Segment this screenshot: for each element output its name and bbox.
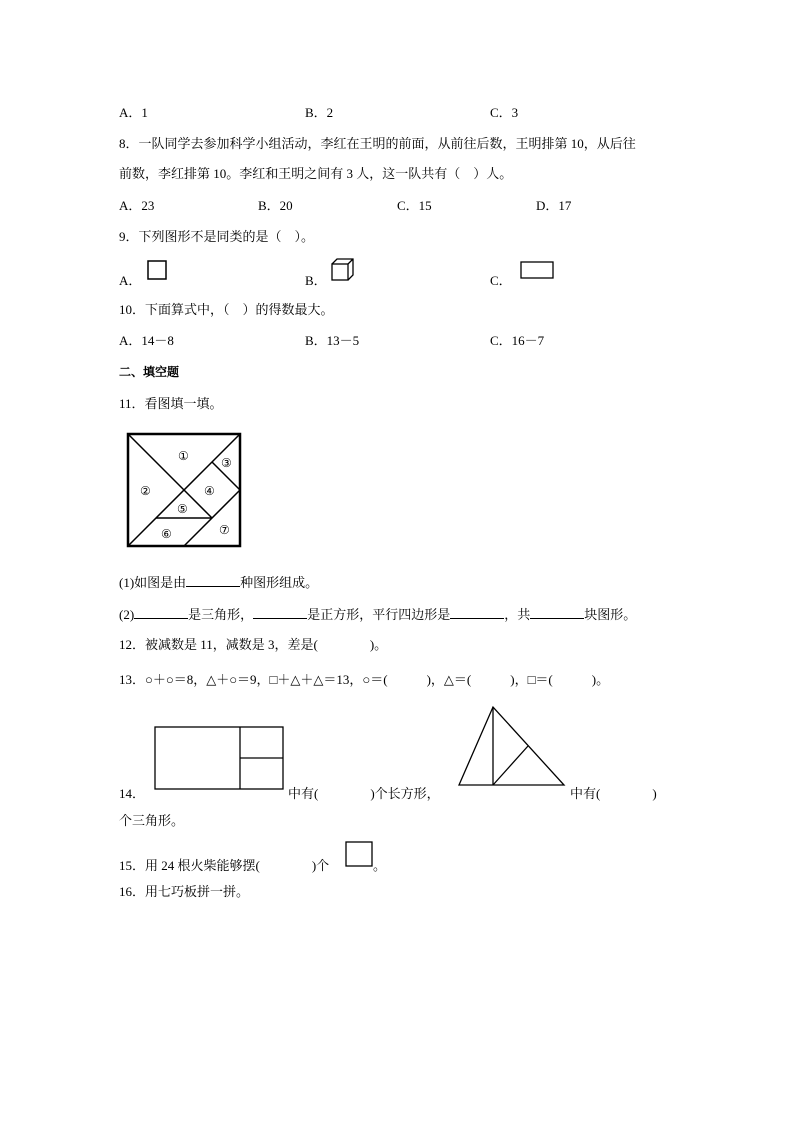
- q14-text-a: 中有( )个长方形，: [288, 786, 440, 801]
- q9-text: 9．下列图形不是同类的是（ ）。: [119, 229, 315, 244]
- q11-text: 11．看图填一填。: [119, 396, 223, 411]
- q7-option-c: C．3: [490, 105, 519, 120]
- q11-sub2: [119, 606, 636, 623]
- q10-option-c: C．16－7: [490, 333, 545, 348]
- q11-sub2-text-3: 是正方形，平行四边形是: [307, 607, 451, 622]
- q10-option-b: B．13－5: [305, 333, 360, 348]
- q8-line2: 前数，李红排第 10。李红和王明之间有 3 人，这一队共有（ ）人。: [119, 166, 513, 181]
- q11-sub2-text: (2): [119, 607, 135, 622]
- q9-option-b: B．: [305, 273, 327, 288]
- q7-option-b: B．2: [305, 105, 334, 120]
- triangles-figure: [458, 706, 566, 786]
- section-heading-fill-blank: 二、填空题: [119, 365, 180, 379]
- q15-text-a: 15．用 24 根火柴能够摆( )个: [119, 858, 330, 873]
- tangram-label-5: ⑤: [177, 502, 188, 516]
- q8-option-b: B．20: [258, 198, 293, 213]
- q14-text-b: 中有( ): [570, 786, 657, 801]
- q11-sub1: [119, 574, 318, 591]
- tangram-label-6: ⑥: [161, 527, 172, 541]
- q12-text: 12．被减数是 11，减数是 3，差是( )。: [119, 637, 388, 652]
- matchstick-square-icon: [345, 841, 373, 867]
- q11-sub1-text: (1)如图是由: [119, 575, 187, 590]
- rectangle-shape-icon: [520, 261, 554, 279]
- q8-line1: 8．一队同学去参加科学小组活动，李红在王明的前面，从前往后数，王明排第 10，从后往: [119, 136, 636, 151]
- q15-text: [119, 858, 329, 874]
- tangram-label-2: ②: [140, 484, 151, 498]
- q13-text: 13．○＋○＝8，△＋○＝9，□＋△＋△＝13，○＝( )，△＝( )，□＝( )。: [119, 672, 610, 687]
- tangram-label-3: ③: [221, 456, 232, 470]
- q11-sub2-text-2: 是三角形，: [188, 607, 254, 622]
- q9-option-a: A．: [119, 273, 142, 288]
- tangram-label-4: ④: [204, 484, 215, 498]
- q11-sub2-blank-4[interactable]: [530, 606, 584, 619]
- tangram-figure: [128, 434, 240, 546]
- square-shape-icon: [147, 260, 167, 280]
- q16-text: 16．用七巧板拼一拼。: [119, 884, 250, 899]
- q11-sub2-text-5: 块图形。: [584, 607, 637, 622]
- q11-sub2-blank-2[interactable]: [253, 606, 307, 619]
- q14-number: 14．: [119, 786, 146, 801]
- q11-sub1-blank[interactable]: [186, 574, 240, 587]
- cube-shape-icon: [331, 258, 355, 282]
- q15-text-b: 。: [373, 858, 387, 873]
- q7-option-a: A．1: [119, 105, 148, 120]
- q14-text-c: 个三角形。: [119, 813, 185, 828]
- q8-option-d: D．17: [536, 198, 572, 213]
- q10-option-a: A．14－8: [119, 333, 174, 348]
- q11-sub2-text-4: ，共: [504, 607, 531, 622]
- tangram-label-1: ①: [178, 449, 189, 463]
- q11-sub2-blank-3[interactable]: [450, 606, 504, 619]
- q10-text: 10．下面算式中，（ ）的得数最大。: [119, 302, 334, 317]
- q9-option-c: C．: [490, 273, 512, 288]
- tangram-label-7: ⑦: [219, 523, 230, 537]
- q8-option-c: C．15: [397, 198, 432, 213]
- q8-option-a: A．23: [119, 198, 155, 213]
- q11-sub2-blank-1[interactable]: [134, 606, 188, 619]
- rectangles-figure: [154, 726, 284, 790]
- q11-sub1-text-end: 种图形组成。: [240, 575, 319, 590]
